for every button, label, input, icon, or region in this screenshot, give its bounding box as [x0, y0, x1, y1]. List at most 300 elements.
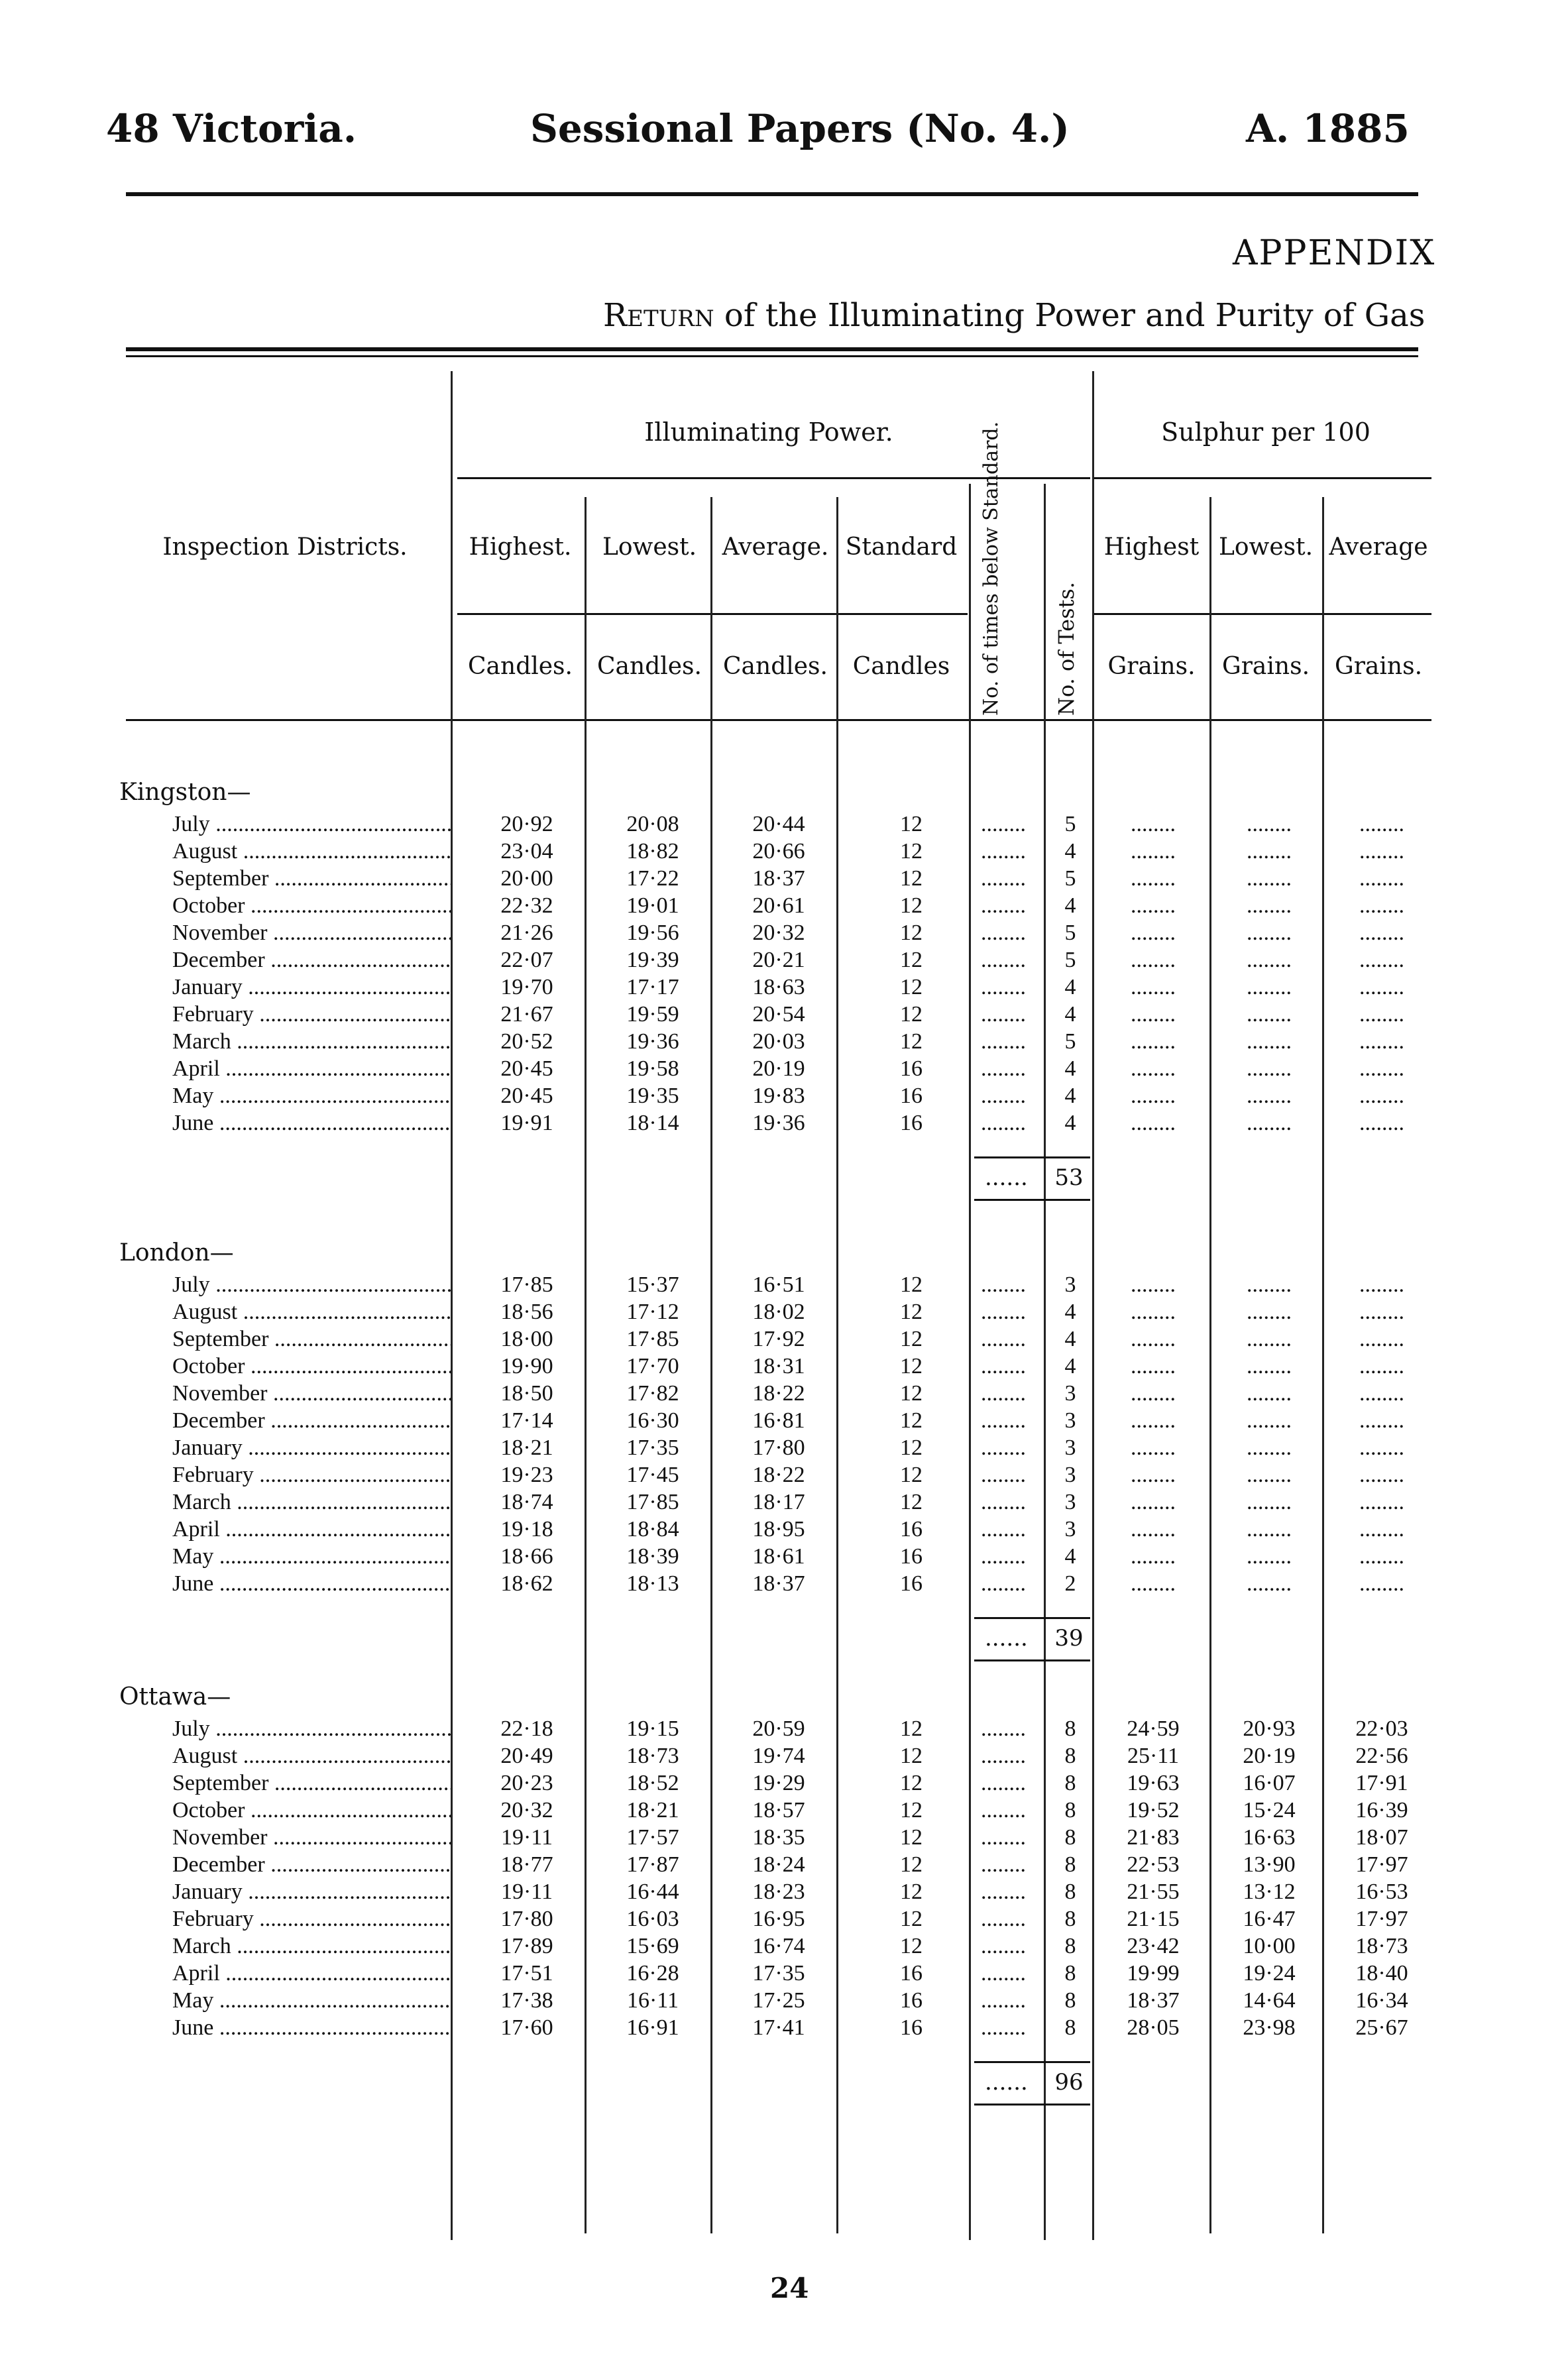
cell-standard: 12 — [900, 1354, 923, 1378]
cell-lowest: 18·82 — [626, 839, 679, 864]
cell-lowest: 17·85 — [626, 1490, 679, 1514]
cell-s-low: 16·63 — [1243, 1825, 1296, 1850]
empty-cell — [1332, 1272, 1431, 1298]
month-label: February ..... — [172, 1463, 451, 1488]
cell-tests: 5 — [1064, 1029, 1076, 1054]
cell-average: 20·44 — [752, 812, 805, 836]
cell-tests: 4 — [1064, 1544, 1076, 1569]
col-divider — [585, 497, 587, 2233]
col-divider — [836, 497, 838, 2233]
cell-highest: 17·80 — [500, 1907, 553, 1931]
month-label: January ..... — [172, 1880, 451, 1905]
cell-lowest: 18·14 — [626, 1111, 679, 1135]
cell-lowest: 17·17 — [626, 975, 679, 999]
header-rule — [126, 192, 1418, 196]
cell-tests: 3 — [1064, 1272, 1076, 1297]
cell-s-avg: 16·34 — [1355, 1988, 1408, 2013]
cell-average: 18·95 — [752, 1517, 805, 1542]
below-standard-cell — [981, 1029, 1040, 1054]
empty-cell — [1219, 1056, 1319, 1082]
month-label: November ..... — [172, 1381, 451, 1406]
cell-tests: 4 — [1064, 1002, 1076, 1027]
cell-lowest: 16·03 — [626, 1907, 679, 1931]
cell-standard: 16 — [900, 1056, 923, 1081]
empty-cell — [1332, 1029, 1431, 1054]
cell-s-avg: 17·97 — [1355, 1907, 1408, 1931]
subtotal-rule — [974, 1199, 1090, 1201]
cell-tests: 8 — [1064, 1798, 1076, 1823]
empty-cell — [1332, 839, 1431, 864]
cell-highest: 20·00 — [500, 866, 553, 891]
col-sulphur-lowest: Lowest. — [1218, 533, 1314, 561]
unit-rule — [457, 613, 968, 615]
cell-standard: 16 — [900, 2015, 923, 2040]
cell-lowest: 16·91 — [626, 2015, 679, 2040]
col-sulphur-highest: Highest — [1103, 533, 1200, 561]
cell-lowest: 18·73 — [626, 1744, 679, 1768]
title-rule-bottom — [126, 355, 1418, 357]
cell-standard: 12 — [900, 1880, 923, 1904]
below-standard-cell — [981, 1327, 1040, 1352]
subtotal-rule — [974, 1659, 1090, 1661]
below-standard-cell — [981, 1111, 1040, 1136]
below-standard-cell — [981, 1002, 1040, 1027]
cell-s-avg: 16·53 — [1355, 1880, 1408, 1904]
unit-rule-sulphur — [1093, 613, 1431, 615]
below-standard-cell — [981, 1961, 1040, 1986]
below-standard-cell — [981, 866, 1040, 891]
cell-tests: 8 — [1064, 1825, 1076, 1850]
cell-highest: 18·56 — [500, 1300, 553, 1324]
empty-cell — [1219, 1571, 1319, 1597]
below-standard-cell — [981, 1544, 1040, 1569]
below-standard-cell — [981, 1744, 1040, 1769]
cell-average: 18·37 — [752, 1571, 805, 1596]
below-standard-cell — [981, 1056, 1040, 1082]
subtotal-below-cell — [985, 1164, 1044, 1191]
cell-average: 19·29 — [752, 1771, 805, 1795]
cell-standard: 12 — [900, 812, 923, 836]
empty-cell — [1332, 1327, 1431, 1352]
empty-cell — [1100, 1490, 1206, 1515]
cell-tests: 3 — [1064, 1408, 1076, 1433]
below-standard-cell — [981, 839, 1040, 864]
col-divider — [969, 484, 971, 2240]
col-divider — [710, 497, 712, 2233]
empty-cell — [1219, 975, 1319, 1000]
below-standard-cell — [981, 1571, 1040, 1597]
subtotal-tests: 53 — [1054, 1164, 1084, 1191]
col-divider — [451, 371, 453, 2240]
cell-highest: 22·18 — [500, 1716, 553, 1741]
col-highest: Highest. — [469, 533, 572, 561]
cell-tests: 4 — [1064, 1084, 1076, 1108]
appendix-heading: APPENDIX — [1233, 233, 1436, 273]
empty-cell — [1100, 1381, 1206, 1406]
cell-highest: 20·32 — [500, 1798, 553, 1823]
empty-cell — [1332, 1490, 1431, 1515]
month-label: April ..... — [172, 1056, 451, 1082]
cell-highest: 17·14 — [500, 1408, 553, 1433]
cell-tests: 4 — [1064, 839, 1076, 864]
cell-lowest: 18·39 — [626, 1544, 679, 1569]
cell-tests: 5 — [1064, 812, 1076, 836]
cell-highest: 19·11 — [500, 1825, 553, 1850]
month-label: April ..... — [172, 1961, 451, 1986]
month-label: March ..... — [172, 1490, 451, 1515]
empty-cell — [1100, 1463, 1206, 1488]
cell-average: 18·57 — [752, 1798, 805, 1823]
empty-cell — [1100, 1544, 1206, 1569]
cell-standard: 12 — [900, 948, 923, 972]
month-label: April ..... — [172, 1517, 451, 1542]
cell-s-avg: 16·39 — [1355, 1798, 1408, 1823]
cell-highest: 22·07 — [500, 948, 553, 972]
month-label: March ..... — [172, 1029, 451, 1054]
cell-highest: 18·50 — [500, 1381, 553, 1406]
cell-lowest: 19·15 — [626, 1716, 679, 1741]
district-name: Kingston— — [119, 779, 251, 806]
cell-tests: 3 — [1064, 1490, 1076, 1514]
empty-cell — [1100, 1111, 1206, 1136]
month-label: August ..... — [172, 1300, 451, 1325]
empty-cell — [1332, 1435, 1431, 1461]
month-label: September ..... — [172, 1327, 451, 1352]
cell-standard: 16 — [900, 1517, 923, 1542]
empty-cell — [1219, 1327, 1319, 1352]
month-label: May ..... — [172, 1988, 451, 2013]
cell-average: 20·19 — [752, 1056, 805, 1081]
cell-average: 17·25 — [752, 1988, 805, 2013]
cell-standard: 16 — [900, 1961, 923, 1986]
empty-cell — [1219, 1381, 1319, 1406]
empty-cell — [1100, 1408, 1206, 1433]
empty-cell — [1332, 1517, 1431, 1542]
col-divider — [1044, 484, 1046, 2240]
empty-cell — [1100, 1300, 1206, 1325]
subtotal-tests: 96 — [1054, 2069, 1084, 2096]
cell-s-high: 21·15 — [1127, 1907, 1180, 1931]
cell-standard: 16 — [900, 1084, 923, 1108]
cell-average: 18·23 — [752, 1880, 805, 1904]
cell-s-avg: 18·73 — [1355, 1934, 1408, 1958]
cell-lowest: 19·35 — [626, 1084, 679, 1108]
subtotal-rule — [974, 2104, 1090, 2105]
cell-lowest: 19·39 — [626, 948, 679, 972]
cell-s-high: 24·59 — [1127, 1716, 1180, 1741]
cell-average: 16·95 — [752, 1907, 805, 1931]
empty-cell — [1100, 1435, 1206, 1461]
empty-cell — [1332, 1571, 1431, 1597]
empty-cell — [1332, 1084, 1431, 1109]
below-standard-cell — [981, 893, 1040, 919]
cell-average: 18·61 — [752, 1544, 805, 1569]
cell-s-avg: 25·67 — [1355, 2015, 1408, 2040]
cell-s-low: 14·64 — [1243, 1988, 1296, 2013]
empty-cell — [1332, 1408, 1431, 1433]
empty-cell — [1332, 1544, 1431, 1569]
cell-highest: 23·04 — [500, 839, 553, 864]
empty-cell — [1219, 1408, 1319, 1433]
cell-s-low: 16·07 — [1243, 1771, 1296, 1795]
cell-s-avg: 18·40 — [1355, 1961, 1408, 1986]
cell-average: 18·31 — [752, 1354, 805, 1378]
cell-tests: 4 — [1064, 1056, 1076, 1081]
cell-s-high: 28·05 — [1127, 2015, 1180, 2040]
empty-cell — [1332, 948, 1431, 973]
cell-tests: 3 — [1064, 1517, 1076, 1542]
cell-average: 18·24 — [752, 1852, 805, 1877]
cell-tests: 8 — [1064, 1716, 1076, 1741]
cell-tests: 5 — [1064, 948, 1076, 972]
cell-s-high: 19·63 — [1127, 1771, 1180, 1795]
empty-cell — [1100, 975, 1206, 1000]
return-title-rest: of the Illuminating Power and Purity of Gas — [714, 297, 1426, 334]
col-sulphur-average: Average — [1329, 533, 1428, 561]
cell-tests: 8 — [1064, 1852, 1076, 1877]
cell-highest: 19·18 — [500, 1517, 553, 1542]
cell-s-high: 18·37 — [1127, 1988, 1180, 2013]
empty-cell — [1332, 812, 1431, 837]
cell-standard: 12 — [900, 1435, 923, 1460]
empty-cell — [1219, 948, 1319, 973]
cell-lowest: 19·36 — [626, 1029, 679, 1054]
cell-average: 20·03 — [752, 1029, 805, 1054]
below-standard-cell — [981, 1381, 1040, 1406]
cell-average: 18·17 — [752, 1490, 805, 1514]
cell-standard: 12 — [900, 921, 923, 945]
cell-standard: 12 — [900, 839, 923, 864]
col-divider — [1322, 497, 1324, 2233]
below-standard-cell — [981, 1907, 1040, 1932]
cell-s-low: 15·24 — [1243, 1798, 1296, 1823]
empty-cell — [1332, 975, 1431, 1000]
subtotal-rule — [974, 2061, 1090, 2063]
month-label: June ..... — [172, 1571, 451, 1597]
cell-tests: 8 — [1064, 1988, 1076, 2013]
cell-highest: 17·51 — [500, 1961, 553, 1986]
month-label: February ..... — [172, 1002, 451, 1027]
cell-lowest: 17·12 — [626, 1300, 679, 1324]
cell-average: 20·21 — [752, 948, 805, 972]
cell-tests: 8 — [1064, 1880, 1076, 1904]
cell-standard: 12 — [900, 1327, 923, 1351]
cell-lowest: 20·08 — [626, 812, 679, 836]
cell-average: 20·59 — [752, 1716, 805, 1741]
empty-cell — [1332, 1002, 1431, 1027]
empty-cell — [1100, 1517, 1206, 1542]
cell-tests: 3 — [1064, 1435, 1076, 1460]
cell-s-avg: 22·03 — [1355, 1716, 1408, 1741]
return-title — [603, 297, 1425, 334]
cell-tests: 8 — [1064, 1771, 1076, 1795]
cell-lowest: 16·44 — [626, 1880, 679, 1904]
cell-s-high: 25·11 — [1127, 1744, 1180, 1768]
cell-standard: 16 — [900, 1988, 923, 2013]
cell-lowest: 17·57 — [626, 1825, 679, 1850]
cell-highest: 20·45 — [500, 1084, 553, 1108]
cell-average: 19·83 — [752, 1084, 805, 1108]
cell-highest: 20·23 — [500, 1771, 553, 1795]
month-label: September ..... — [172, 1771, 451, 1796]
cell-s-low: 10·00 — [1243, 1934, 1296, 1958]
col-standard: Standard — [845, 533, 958, 561]
cell-lowest: 18·84 — [626, 1517, 679, 1542]
month-label: July ..... — [172, 1716, 451, 1742]
below-standard-cell — [981, 1084, 1040, 1109]
below-standard-cell — [981, 2015, 1040, 2041]
cell-standard: 12 — [900, 1029, 923, 1054]
cell-s-avg: 22·56 — [1355, 1744, 1408, 1768]
cell-highest: 19·23 — [500, 1463, 553, 1487]
cell-standard: 12 — [900, 1771, 923, 1795]
below-standard-cell — [981, 1272, 1040, 1298]
empty-cell — [1332, 1381, 1431, 1406]
month-label: August ..... — [172, 839, 451, 864]
cell-tests: 4 — [1064, 1327, 1076, 1351]
cell-lowest: 19·56 — [626, 921, 679, 945]
cell-average: 16·74 — [752, 1934, 805, 1958]
empty-cell — [1219, 1354, 1319, 1379]
cell-tests: 4 — [1064, 893, 1076, 918]
empty-cell — [1219, 1544, 1319, 1569]
cell-average: 16·51 — [752, 1272, 805, 1297]
cell-lowest: 17·35 — [626, 1435, 679, 1460]
cell-standard: 12 — [900, 1744, 923, 1768]
cell-tests: 4 — [1064, 1354, 1076, 1378]
cell-s-low: 13·90 — [1243, 1852, 1296, 1877]
cell-standard: 12 — [900, 1798, 923, 1823]
below-standard-cell — [981, 1852, 1040, 1878]
cell-highest: 20·92 — [500, 812, 553, 836]
cell-highest: 17·89 — [500, 1934, 553, 1958]
below-standard-cell — [981, 948, 1040, 973]
cell-lowest: 15·69 — [626, 1934, 679, 1958]
cell-tests: 4 — [1064, 1300, 1076, 1324]
unit-average: Candles. — [723, 653, 828, 680]
cell-tests: 8 — [1064, 2015, 1076, 2040]
below-standard-cell — [981, 1517, 1040, 1542]
cell-s-high: 22·53 — [1127, 1852, 1180, 1877]
empty-cell — [1219, 1084, 1319, 1109]
header-center: Sessional Papers (No. 4.) — [530, 106, 1070, 151]
empty-cell — [1332, 1354, 1431, 1379]
cell-tests: 3 — [1064, 1463, 1076, 1487]
month-label: December ..... — [172, 1852, 451, 1878]
cell-standard: 12 — [900, 1852, 923, 1877]
below-standard-cell — [981, 1408, 1040, 1433]
empty-cell — [1100, 839, 1206, 864]
empty-cell — [1100, 1354, 1206, 1379]
cell-lowest: 16·11 — [626, 1988, 679, 2013]
cell-tests: 4 — [1064, 975, 1076, 999]
unit-highest: Candles. — [468, 653, 573, 680]
cell-lowest: 18·13 — [626, 1571, 679, 1596]
cell-average: 16·81 — [752, 1408, 805, 1433]
empty-cell — [1219, 1272, 1319, 1298]
empty-cell — [1219, 812, 1319, 837]
below-standard-cell — [981, 1463, 1040, 1488]
cell-average: 17·92 — [752, 1327, 805, 1351]
month-label: January ..... — [172, 975, 451, 1000]
cell-highest: 21·67 — [500, 1002, 553, 1027]
cell-lowest: 19·01 — [626, 893, 679, 918]
cell-average: 20·61 — [752, 893, 805, 918]
below-standard-cell — [981, 1880, 1040, 1905]
month-label: September ..... — [172, 866, 451, 891]
cell-s-high: 21·83 — [1127, 1825, 1180, 1850]
cell-highest: 17·85 — [500, 1272, 553, 1297]
cell-highest: 18·66 — [500, 1544, 553, 1569]
cell-s-low: 16·47 — [1243, 1907, 1296, 1931]
below-standard-cell — [981, 975, 1040, 1000]
cell-s-low: 19·24 — [1243, 1961, 1296, 1986]
month-label: January ..... — [172, 1435, 451, 1461]
cell-lowest: 16·30 — [626, 1408, 679, 1433]
month-label: June ..... — [172, 1111, 451, 1136]
unit-sulphur-lowest: Grains. — [1221, 653, 1310, 680]
cell-lowest: 16·28 — [626, 1961, 679, 1986]
below-standard-cell — [981, 1934, 1040, 1959]
empty-cell — [1100, 1327, 1206, 1352]
cell-lowest: 17·82 — [626, 1381, 679, 1406]
subtotal-rule — [974, 1156, 1090, 1158]
empty-cell — [1219, 839, 1319, 864]
month-label: June ..... — [172, 2015, 451, 2041]
cell-average: 19·74 — [752, 1744, 805, 1768]
below-standard-cell — [981, 1771, 1040, 1796]
month-label: March ..... — [172, 1934, 451, 1959]
cell-average: 18·22 — [752, 1381, 805, 1406]
cell-average: 20·66 — [752, 839, 805, 864]
cell-tests: 2 — [1064, 1571, 1076, 1596]
empty-cell — [1219, 1517, 1319, 1542]
header-right: A. 1885 — [1246, 106, 1410, 151]
cell-lowest: 17·85 — [626, 1327, 679, 1351]
cell-average: 17·80 — [752, 1435, 805, 1460]
below-standard-cell — [981, 1716, 1040, 1742]
col-inspection-districts: Inspection Districts. — [162, 533, 408, 561]
cell-highest: 18·77 — [500, 1852, 553, 1877]
empty-cell — [1332, 893, 1431, 919]
cell-average: 19·36 — [752, 1111, 805, 1135]
subtotal-rule — [974, 1617, 1090, 1619]
cell-lowest: 15·37 — [626, 1272, 679, 1297]
cell-standard: 12 — [900, 1272, 923, 1297]
cell-standard: 16 — [900, 1111, 923, 1135]
group-illuminating-power: Illuminating Power. — [644, 418, 893, 447]
district-name: London— — [119, 1239, 234, 1266]
cell-highest: 19·90 — [500, 1354, 553, 1378]
cell-s-high: 19·52 — [1127, 1798, 1180, 1823]
cell-highest: 18·62 — [500, 1571, 553, 1596]
cell-standard: 16 — [900, 1544, 923, 1569]
cell-standard: 12 — [900, 1934, 923, 1958]
cell-tests: 4 — [1064, 1111, 1076, 1135]
cell-highest: 18·21 — [500, 1435, 553, 1460]
month-label: July ..... — [172, 812, 451, 837]
empty-cell — [1100, 1084, 1206, 1109]
empty-cell — [1219, 866, 1319, 891]
cell-tests: 5 — [1064, 866, 1076, 891]
cell-standard: 12 — [900, 1002, 923, 1027]
cell-lowest: 19·59 — [626, 1002, 679, 1027]
cell-lowest: 17·87 — [626, 1852, 679, 1877]
empty-cell — [1100, 1272, 1206, 1298]
col-lowest: Lowest. — [602, 533, 697, 561]
below-standard-cell — [981, 1354, 1040, 1379]
month-label: October ..... — [172, 893, 451, 919]
